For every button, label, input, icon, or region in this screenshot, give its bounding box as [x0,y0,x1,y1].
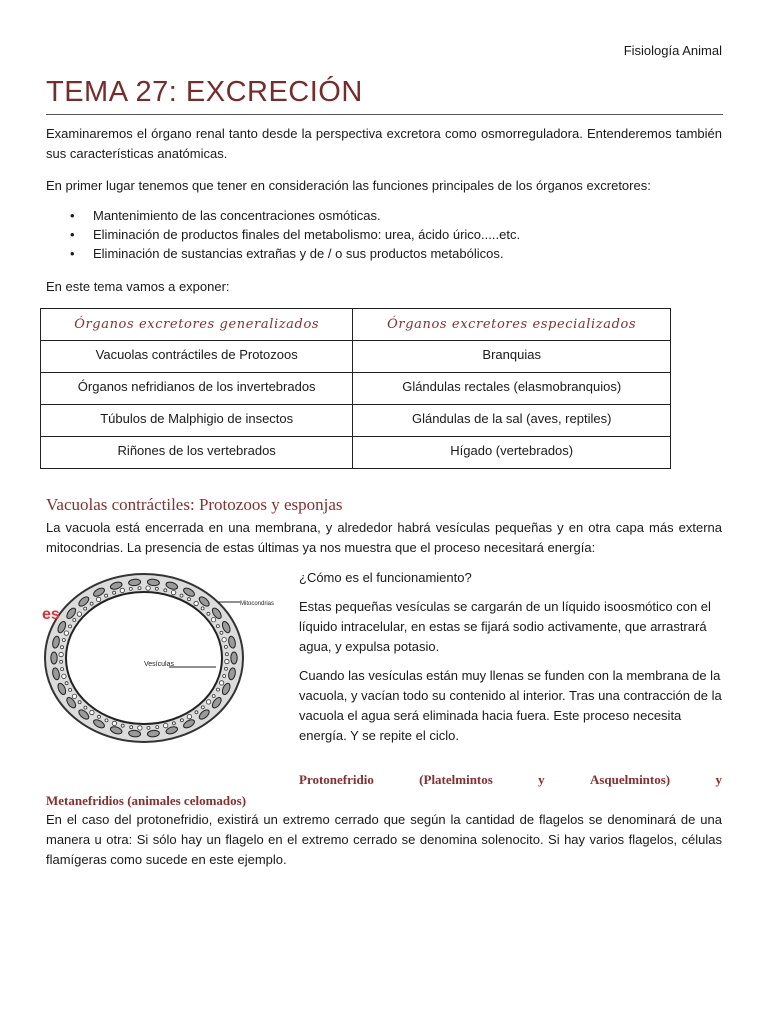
vesicle-dot [77,612,81,616]
vesicle-dot [146,586,150,590]
vesicle-dot [211,618,215,622]
list-item: • Mantenimiento de las concentraciones osmóticas. [70,208,381,223]
label-mitocondrias: Mitocondrias [240,601,275,607]
vesicle-dot [130,726,133,729]
vesicle-dot [62,674,66,678]
vesicle-dot [73,619,76,622]
functions-lead: En primer lugar tenemos que tener en consideración las funciones principales de los órganos excretores: [46,178,651,193]
vesicle-dot [225,667,228,670]
vesicle-dot [194,601,198,605]
vesicle-dot [172,722,175,725]
table-cell: Órganos nefridianos de los invertebrados [41,373,353,405]
mitochondrion-shape [231,652,237,664]
vesicle-dot [62,639,65,642]
table-cell: Glándulas de la sal (aves, reptiles) [353,405,671,437]
table-header-cell: Órganos excretores especializados [353,309,671,341]
vesicle-dot [188,598,191,601]
vesicle-dot [61,646,64,649]
title-divider [46,114,723,115]
table-row [41,373,671,405]
table-row [41,437,671,469]
vesicle-dot [69,688,72,691]
table-cell: Vacuolas contráctiles de Protozoos [41,341,353,373]
vesicle-dot [156,726,159,729]
vesicle-dot [155,587,158,590]
table-cell: Branquias [353,341,671,373]
vesicle-dot [223,675,226,678]
vesicle-dot [201,706,204,709]
vesicle-dot [187,714,191,718]
vesicle-dot [129,587,132,590]
page-title: TEMA 27: EXCRECIÓN [46,76,363,108]
vacuolas-paragraph: La vacuola está encerrada en una membrana, y alrededor habrá vesículas pequeñas y en otra capa más externa mitocondrias. La presencia de estas últimas ya nos muestra que el proceso necesitará energía: [46,520,722,555]
vesicle-dot [225,659,229,663]
vesicle-dot [206,700,210,704]
vesicle-dot [98,715,101,718]
vesicle-dot [96,597,100,601]
vesicle-dot [147,726,150,729]
bullet-icon: • [70,227,75,242]
label-vesiculas: Vesículas [144,661,174,668]
vesicle-dot [105,719,108,722]
list-item: • Eliminación de sustancias extrañas y de / o sus productos metabólicos. [70,246,504,261]
vesicle-dot [138,726,142,730]
vesicle-dot [225,653,228,656]
table-row [41,405,671,437]
vesicle-dot [224,645,227,648]
table-header-row [41,309,671,341]
table-cell: Hígado (vertebrados) [353,437,671,469]
section-heading-protonefridio: Protonefridio (Platelmintos y Asquelmintos) y [299,772,722,787]
cropped-label: es [42,606,60,623]
vesicle-dot [217,688,220,691]
vesicle-dot [195,711,198,714]
vesicle-dot [164,723,168,727]
vesicle-dot [138,587,141,590]
intro-paragraph: Examinaremos el órgano renal tanto desde la perspectiva excretora como osmorreguladora. Entenderemos también sus características anatómicas. [46,126,722,161]
vesicle-dot [90,602,93,605]
table-cell: Túbulos de Malphigio de insectos [41,405,353,437]
expose-lead: En este tema vamos a exponer: [46,279,230,294]
bullet-icon: • [70,208,75,223]
vesicle-dot [216,625,219,628]
table-header-cell: Órganos excretores generalizados [41,309,353,341]
section-heading-vacuolas: Vacuolas contráctiles: Protozoos y esponjas [46,495,343,514]
vesicle-dot [78,701,81,704]
vesicle-dot [61,668,64,671]
vesicle-dot [65,682,68,685]
vesicle-dot [84,706,87,709]
vesicle-dot [120,588,124,592]
section-heading-metanefridios: Metanefridios (animales celomados) [46,793,247,808]
bullet-icon: • [70,246,75,261]
vesicle-dot [105,594,108,597]
functioning-paragraph-1: Estas pequeñas vesículas se cargarán de un líquido isoosmótico con el líquido intracelular, en estas se fijará sodio activamente, que arrastrará agua, y expulsa potasio. [299,599,711,654]
list-item: • Eliminación de productos finales del metabolismo: urea, ácido úrico.....etc. [70,227,521,242]
vacuole-diagram [44,572,290,742]
vesicle-dot [212,695,215,698]
vesicle-dot [69,625,72,628]
vesicle-dot [222,638,226,642]
vacuole-membrane [66,592,222,724]
vesicle-dot [207,612,210,615]
vesicle-dot [64,631,68,635]
vesicle-dot [201,607,204,610]
vesicle-dot [112,721,116,725]
vesicle-dot [84,607,87,610]
functions-list [46,206,520,263]
vesicle-dot [171,590,175,594]
running-header: Fisiología Animal [623,43,722,58]
vesicle-dot [90,710,94,714]
vesicle-dot [219,681,223,685]
table-cell: Riñones de los vertebrados [41,437,353,469]
table-cell: Glándulas rectales (elasmobranquios) [353,373,671,405]
mitochondrion-shape [51,652,57,664]
vesicle-dot [60,660,63,663]
protonefridio-paragraph: En el caso del protonefridio, existirá un extremo cerrado que según la cantidad de flagelos se denominará de una manera u otra: Si sólo hay un flagelo en el extremo cerrado se denomina solenocito. Si hay varios flagelos, células flamígeras como sucede en este ejemplo. [46,812,722,867]
vesicle-dot [113,591,116,594]
vesicle-dot [121,724,124,727]
question-line: ¿Cómo es el funcionamiento? [299,570,472,585]
vesicle-dot [180,594,183,597]
vesicle-dot [164,589,167,592]
vesicle-dot [180,719,183,722]
functioning-paragraph-2: Cuando las vesículas están muy llenas se funden con la membrana de la vacuola, y vacían todo su contenido al interior. Tras una contracción de la vacuola el agua será eliminada hacia fuera. Este proceso necesita energía. Y se repite el ciclo. [299,668,722,743]
vesicle-dot [59,652,63,656]
vesicle-dot [220,631,223,634]
organs-table [40,308,671,469]
vesicle-dot [72,694,76,698]
table-row [41,341,671,373]
